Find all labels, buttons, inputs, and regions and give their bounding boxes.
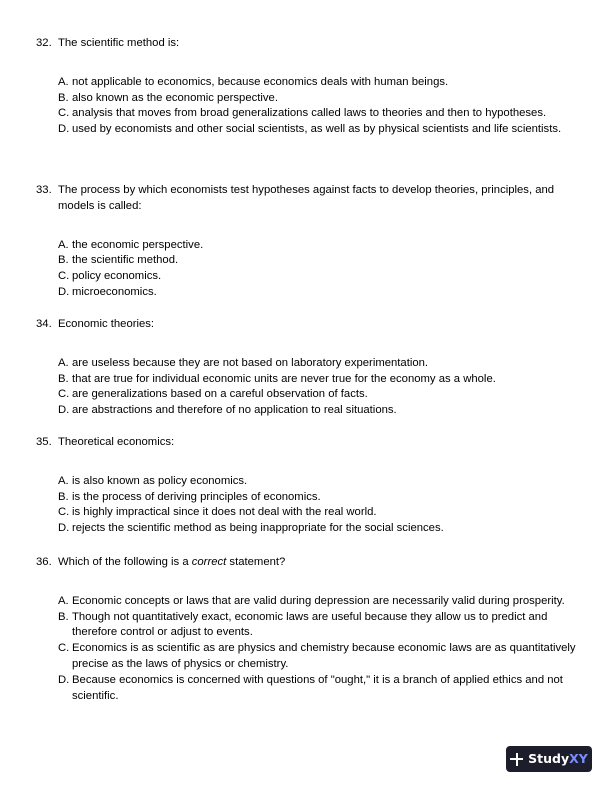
option-text: is the process of deriving principles of economics. xyxy=(72,490,321,503)
option-letter: C. xyxy=(58,388,70,401)
option-text: the scientific method. xyxy=(72,254,179,267)
answer-option xyxy=(0,91,612,107)
answer-option xyxy=(0,641,612,673)
option-text: microeconomics. xyxy=(72,285,157,298)
option-letter: B. xyxy=(58,610,69,623)
option-text: Because economics is concerned with questions of "ought," it is a branch of applied ethics and not scientific. xyxy=(72,673,563,702)
option-text: used by economists and other social scientists, as well as by physical scientists and life scientists. xyxy=(72,123,562,136)
question-emphasis: correct xyxy=(191,556,227,568)
question-prompt xyxy=(0,317,612,333)
option-letter: A. xyxy=(58,594,69,607)
answer-options xyxy=(0,238,612,301)
option-text: analysis that moves from broad generalizations called laws to theories and then to hypotheses. xyxy=(72,107,547,120)
question-block xyxy=(0,317,612,419)
option-text: is also known as policy economics. xyxy=(72,474,248,487)
answer-option xyxy=(0,387,612,403)
option-letter: C. xyxy=(58,506,70,519)
option-letter: B. xyxy=(58,372,69,385)
question-text: The scientific method is: xyxy=(58,37,180,49)
answer-option xyxy=(0,106,612,122)
question-prompt xyxy=(0,36,612,52)
question-text: Theoretical economics: xyxy=(58,436,175,448)
option-letter: D. xyxy=(58,123,70,136)
question-block xyxy=(0,435,612,537)
option-letter: D. xyxy=(58,285,70,298)
question-text: Economic theories: xyxy=(58,318,155,330)
question-block xyxy=(0,555,612,704)
answer-options xyxy=(0,75,612,138)
answer-options xyxy=(0,356,612,419)
option-letter: D. xyxy=(58,673,70,686)
answer-option xyxy=(0,594,612,610)
answer-option xyxy=(0,285,612,301)
option-text: Economics is as scientific as are physics and chemistry because economic laws are as quantitatively precise as the laws of physics or chemistry. xyxy=(72,642,576,670)
option-text: the economic perspective. xyxy=(72,238,204,251)
answer-options xyxy=(0,594,612,705)
question-text: Which of the following is a xyxy=(58,556,192,568)
studyxy-logo[interactable] xyxy=(506,746,592,772)
question-number: 36. xyxy=(36,556,52,568)
question-block xyxy=(0,183,612,301)
option-text: are useless because they are not based on laboratory experimentation. xyxy=(72,356,429,369)
option-text: that are true for individual economic units are never true for the economy as a whole. xyxy=(72,372,496,385)
question-number: 33. xyxy=(36,184,52,196)
option-letter: D. xyxy=(58,404,70,417)
option-text: also known as the economic perspective. xyxy=(72,91,278,104)
question-block xyxy=(0,36,612,138)
option-text: policy economics. xyxy=(72,270,162,283)
plus-icon xyxy=(510,753,523,766)
option-text: Economic concepts or laws that are valid during depression are necessarily valid during prosperity. xyxy=(72,594,565,607)
option-letter: C. xyxy=(58,270,70,283)
answer-option xyxy=(0,269,612,285)
answer-options xyxy=(0,474,612,537)
option-letter: A. xyxy=(58,238,69,251)
answer-option xyxy=(0,238,612,254)
answer-option xyxy=(0,673,612,705)
option-letter: C. xyxy=(58,107,70,120)
brand-name xyxy=(528,751,588,767)
option-text: are abstractions and therefore of no application to real situations. xyxy=(72,404,397,417)
option-letter: A. xyxy=(58,356,69,369)
question-prompt xyxy=(0,183,612,215)
question-text: The process by which economists test hypotheses against facts to develop theories, principles, and models is called: xyxy=(58,184,555,212)
answer-option xyxy=(0,490,612,506)
answer-option xyxy=(0,122,612,138)
brand-name-accent: XY xyxy=(569,751,588,767)
question-prompt xyxy=(0,435,612,451)
answer-option xyxy=(0,253,612,269)
question-text: statement? xyxy=(226,556,286,568)
question-number: 35. xyxy=(36,436,52,448)
answer-option xyxy=(0,474,612,490)
answer-option xyxy=(0,75,612,91)
option-letter: B. xyxy=(58,91,69,104)
option-text: is highly impractical since it does not deal with the real world. xyxy=(72,506,377,519)
question-prompt xyxy=(0,555,612,571)
option-letter: D. xyxy=(58,522,70,535)
answer-option xyxy=(0,521,612,537)
option-letter: C. xyxy=(58,642,70,655)
option-letter: A. xyxy=(58,75,69,88)
option-letter: B. xyxy=(58,254,69,267)
option-text: are generalizations based on a careful observation of facts. xyxy=(72,388,368,401)
option-text: Though not quantitatively exact, economic laws are useful because they allow us to predict and therefore control or adjust to events. xyxy=(72,610,548,639)
option-text: rejects the scientific method as being inappropriate for the social sciences. xyxy=(72,522,444,535)
question-number: 34. xyxy=(36,318,52,330)
brand-name-main: Study xyxy=(528,751,570,767)
question-number: 32. xyxy=(36,37,52,49)
answer-option xyxy=(0,610,612,642)
answer-option xyxy=(0,403,612,419)
option-text: not applicable to economics, because economics deals with human beings. xyxy=(72,75,449,88)
answer-option xyxy=(0,356,612,372)
answer-option xyxy=(0,505,612,521)
answer-option xyxy=(0,372,612,388)
option-letter: B. xyxy=(58,490,69,503)
option-letter: A. xyxy=(58,474,69,487)
